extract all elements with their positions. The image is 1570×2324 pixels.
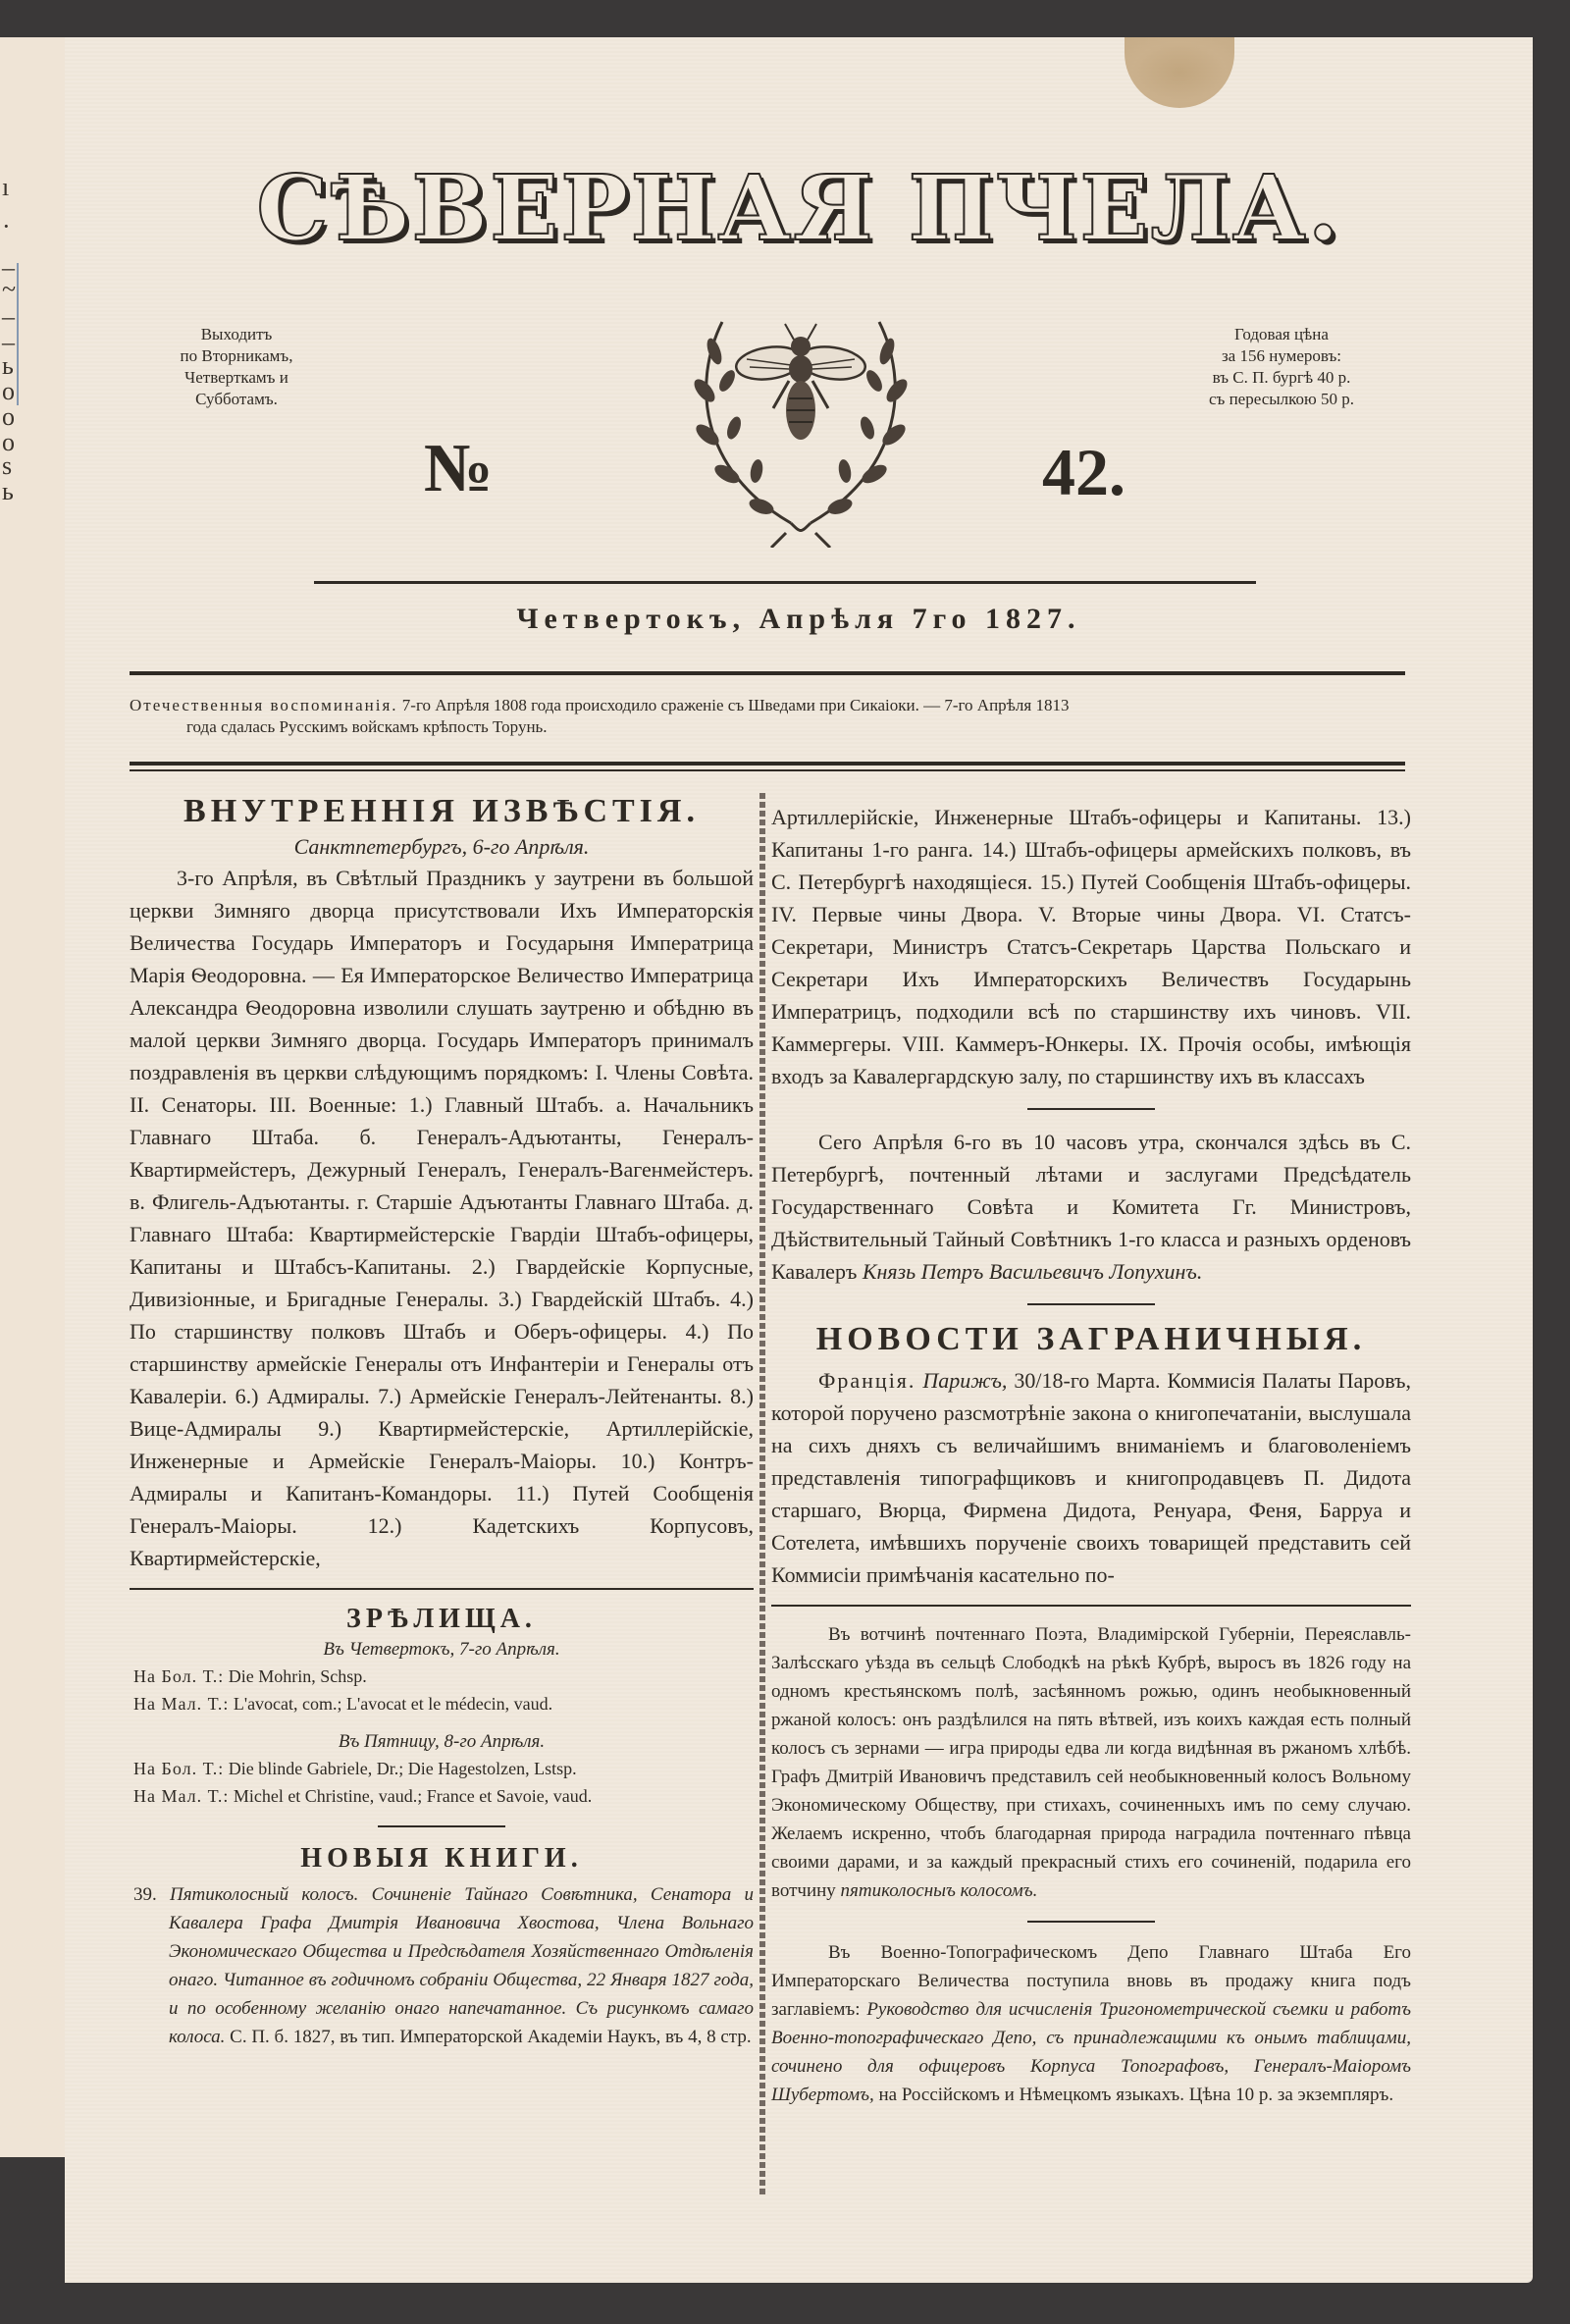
topographic-depot-notice [771, 1938, 1411, 2109]
masthead-title: СѢВЕРНАЯ ПЧЕЛА. [256, 155, 1341, 261]
domestic-news-text: 3-го Апрѣля, въ Свѣтлый Праздникъ у заутрени въ большой церкви Зимняго дворца присутствовали Ихъ Императорскія Величества Государь Императоръ и Государыня Императрица Марія Ѳеодоровна. — Ея Императорское Величество Императрица Александра Ѳеодоровна изволили слушать заутреню и обѣдню въ малой церкви Зимняго дворца. Государь Императоръ принималъ поздравленія въ церкви слѣдующимъ порядкомъ: I. Члены Совѣта. II. Сенаторы. III. Военные: 1.) Главный Штабъ. а. Начальникъ Главнаго Штаба. б. Генералъ-Адъютанты, Генералъ-Квартирмейстеръ, Дежурный Генералъ, Генералъ-Вагенмейстеръ. в. Флигель-Адъютанты. г. Старшіе Адъютанты Главнаго Штаба. д. Главнаго Штаба: Квартирмейстерскіе Гвардіи Штабъ-офицеры, Капитаны и Штабсъ-Капитаны. 2.) Гвардейскіе Корпусные, Дивизіонные, и Бригадные Генералы. 3.) Гвардейскій Штабъ. 4.) По старшинству полковъ Штабъ и Оберъ-офицеры. 4.) По старшинству армейскіе Генералы отъ Инфантеріи и Генералы отъ Кавалеріи. 6.) Адмиралы. 7.) Армейскіе Генералъ-Лейтенанты. 8.) Вице-Адмиралы 9.) Квартирмейстерскіе, Артиллерійскіе, Инженерные и Армейскіе Генералъ-Маіоры. 10.) Контръ-Адмиралы и Капитанъ-Командоры. 11.) Путей Сообщенія Генералъ-Маіоры. 12.) Кадетскихъ Корпусовъ, Квартирмейстерскіе, [130, 866, 754, 1570]
edge-char: ı [2, 173, 10, 201]
memorial-line-2: года сдалась Русскимъ войскамъ крѣпость Торунь. [186, 717, 548, 736]
rye-ear-text: Въ вотчинѣ почтеннаго Поэта, Владимірской Губерніи, Переяславль-Залѣсскаго уѣзда въ сельцѣ Слободкѣ на рѣкѣ Кубрѣ, выросъ въ 1826 году на одномъ крестьянскомъ полѣ, засѣянномъ рожью, одинъ необыкновенный ржаной колосъ: онъ раздѣлился на пять вѣтвей, изъ коихъ каждая есть полный колосъ съ зернами — игра природы едва ли когда видѣнная въ ржаномъ хлѣбѣ. Графъ Дмитрій Ивановичъ представилъ сей необыкновенный колосъ Вольному Экономическому Обществу, при стихахъ, сочиненныхъ имъ по сему случаю. Желаемъ искренно, чтобъ благодарная природа наградила почтеннаго пѣвца своими дарами, и за каждый прекрасный стихъ его сочиненій, подарила его вотчину [771, 1624, 1411, 1901]
left-column [130, 793, 754, 2051]
rye-ear-italic: пятиколосныъ колосомъ. [840, 1880, 1038, 1901]
publication-schedule [153, 324, 320, 410]
schedule-line: Четверткамъ и [184, 368, 288, 387]
masthead-rule [314, 581, 1256, 584]
memorial-notice [130, 695, 1405, 738]
edge-char: ь [2, 477, 14, 505]
edge-char: о [2, 428, 15, 456]
foreign-country: Франція. [818, 1368, 916, 1393]
edge-char: · [2, 212, 11, 240]
edge-char: s [2, 451, 13, 480]
theatre-day-2: Въ Пятницу, 8-го Апрѣля. [338, 1731, 546, 1752]
numero-sign: № [424, 431, 494, 506]
obituary-name: Князь Петръ Васильевичъ Лопухинъ. [862, 1259, 1203, 1284]
edge-char: о [2, 377, 15, 405]
memorial-text: 7-го Апрѣля 1808 года происходило сраженіе съ Шведами при Сикаіоки. — 7-го Апрѣля 1813 [401, 696, 1070, 714]
obituary-notice [771, 1126, 1411, 1288]
theatre-heading: ЗРѢЛИЩА. [346, 1604, 537, 1634]
show-title: L'avocat, com.; L'avocat et le médecin, vaud. [233, 1694, 553, 1714]
issue-number: 42. [1042, 435, 1125, 509]
obituary-text: Сего Апрѣля 6-го въ 10 часовъ утра, скончался здѣсь въ С. Петербургѣ, почтенный лѣтами и заслугами Предсѣдатель Государственнаго Совѣта и Комитета Гг. Министровъ, Дѣйствительный Тайный Совѣтникъ 1-го класса и разныхъ орденовъ Кавалеръ [771, 1130, 1411, 1284]
section-rule [378, 1825, 505, 1827]
dateline-rule [130, 671, 1405, 675]
rye-ear-notice [771, 1620, 1411, 1905]
schedule-line: Выходитъ [200, 325, 273, 343]
domestic-news-continuation: Артиллерійскіе, Инженерные Штабъ-офицеры и Капитаны. 13.) Капитаны 1-го ранга. 14.) Штабъ-офицеры армейскихъ полковъ, въ С. Петербургѣ находящіеся. 15.) Путей Сообщенія Штабъ-офицеры. IV. Первые чины Двора. V. Вторые чины Двора. VI. Статсъ-Секретари, Министръ Статсъ-Секретарь Царства Польскаго и Секретари Ихъ Императорскихъ Величествъ Государынь Императрицъ, подходили всѣ по старшинству ихъ чиновъ. VII. Каммергеры. VIII. Каммеръ-Юнкеры. IX. Прочія особы, имѣющія входъ за Кавалергардскую залу, по старшинству ихъ въ классахъ [771, 805, 1411, 1088]
section-rule [130, 1588, 754, 1590]
stage-name: На Бол. Т.: [133, 1759, 225, 1778]
theatre-listing [130, 1690, 754, 1717]
memorial-label: Отечественныя воспоминанія. [130, 696, 398, 714]
stage-name: На Мал. Т.: [133, 1786, 230, 1806]
theatre-listing [130, 1755, 754, 1782]
book-number: 39. [133, 1884, 157, 1905]
show-title: Die blinde Gabriele, Dr.; Die Hagestolzen, Lstsp. [228, 1759, 577, 1778]
section-rule [771, 1605, 1411, 1607]
edge-char: ь [2, 351, 14, 380]
new-books-heading: НОВЫЯ КНИГИ. [300, 1843, 583, 1874]
pencil-mark [17, 263, 23, 405]
book-entry [130, 1880, 754, 2051]
foreign-city: Парижъ, [922, 1368, 1008, 1393]
domestic-dateline: Санктпетербургъ, 6-го Апрѣля. [293, 834, 590, 859]
book-description: Пятиколосный колосъ. Сочиненіе Тайнаго Совѣтника, Сенатора и Кавалера Графа Дмитрія Ивановича Хвостова, Члена Вольнаго Экономическаго Общества и Предсѣдателя Хозяйственнаго Отдѣленія онаго. Читанное въ годичномъ собраніи Общества, 22 Января 1827 года, и по особенному желанію онаго напечатанное. Съ рисункомъ самаго колоса. [169, 1884, 754, 2047]
bee-wreath-icon [654, 302, 948, 548]
depot-book-title: Руководство для исчисленія Тригонометрической съемки и работъ Военно-топографическаго Депо, съ принадлежащими къ онымъ таблицами, сочинено для офицеровъ Корпуса Топографовъ, Генералъ-Маіоромъ Шубертомъ, [771, 1999, 1411, 2105]
book-imprint: С. П. б. 1827, въ тип. Императорской Академіи Наукъ, въ 4, 8 стр. [230, 2027, 752, 2047]
show-title: Die Mohrin, Schsp. [228, 1666, 367, 1686]
section-rule [1027, 1108, 1155, 1110]
price-line: съ пересылкою 50 р. [1209, 390, 1354, 408]
newspaper-page [65, 37, 1533, 2283]
price-line: Годовая цѣна [1234, 325, 1329, 343]
stage-name: На Бол. Т.: [133, 1666, 225, 1686]
theatre-listing [130, 1663, 754, 1690]
show-title: Michel et Christine, vaud.; France et Savoie, vaud. [233, 1786, 593, 1806]
column-divider [759, 793, 765, 2196]
foreign-body: Коммисія Палаты Паровъ, которой поручено разсмотрѣніе закона о книгопечатаніи, выслушала на сихъ дняхъ съ величайшимъ вниманіемъ и благоволеніемъ представленія типографщиковъ и книгопродавцевъ П. Дидота старшаго, Вюрца, Фирмена Дидота, Ренуара, Феня, Барруа и Сотелета, имѣвшихъ порученіе своихъ товарищей представить сей Коммисіи примѣчанія касательно по- [771, 1368, 1411, 1587]
edge-char: ~ [2, 275, 17, 303]
subscription-price [1183, 324, 1380, 410]
double-rule-top [130, 762, 1405, 766]
foreign-news-text [771, 1364, 1411, 1591]
depot-text-start: Въ Военно-Топографическомъ Депо Главнаго Штаба Его Императорскаго Величества поступила вновь въ продажу книга подъ заглавіемъ: [771, 1942, 1411, 2020]
schedule-line: по Вторникамъ, [180, 346, 293, 365]
domestic-news-heading: ВНУТРЕННІЯ ИЗВѢСТІЯ. [183, 793, 700, 829]
adjacent-page-edge [0, 37, 66, 2157]
price-line: въ С. П. бургѣ 40 р. [1212, 368, 1351, 387]
section-rule [1027, 1303, 1155, 1305]
schedule-line: Субботамъ. [195, 390, 278, 408]
depot-text-end: на Россійскомъ и Нѣмецкомъ языкахъ. Цѣна 10 р. за экземпляръ. [878, 2085, 1394, 2105]
foreign-date: 30/18-го Марта. [1014, 1368, 1161, 1393]
right-column [771, 801, 1411, 2109]
double-rule-bottom [130, 769, 1405, 771]
stage-name: На Мал. Т.: [133, 1694, 230, 1714]
issue-dateline: Четвертокъ, Апрѣля 7го 1827. [516, 603, 1081, 635]
section-rule [1027, 1921, 1155, 1923]
theatre-day-1: Въ Четвертокъ, 7-го Апрѣля. [323, 1639, 560, 1660]
memorial-line-1 [130, 695, 1405, 716]
price-line: за 156 нумеровъ: [1221, 346, 1342, 365]
water-stain [1125, 37, 1234, 108]
foreign-news-heading: НОВОСТИ ЗАГРАНИЧНЫЯ. [815, 1321, 1367, 1357]
edge-char: о [2, 402, 15, 431]
theatre-listing [130, 1782, 754, 1810]
edge-char: – [2, 302, 15, 331]
edge-char: – [2, 328, 15, 356]
edge-char: – [2, 253, 15, 282]
